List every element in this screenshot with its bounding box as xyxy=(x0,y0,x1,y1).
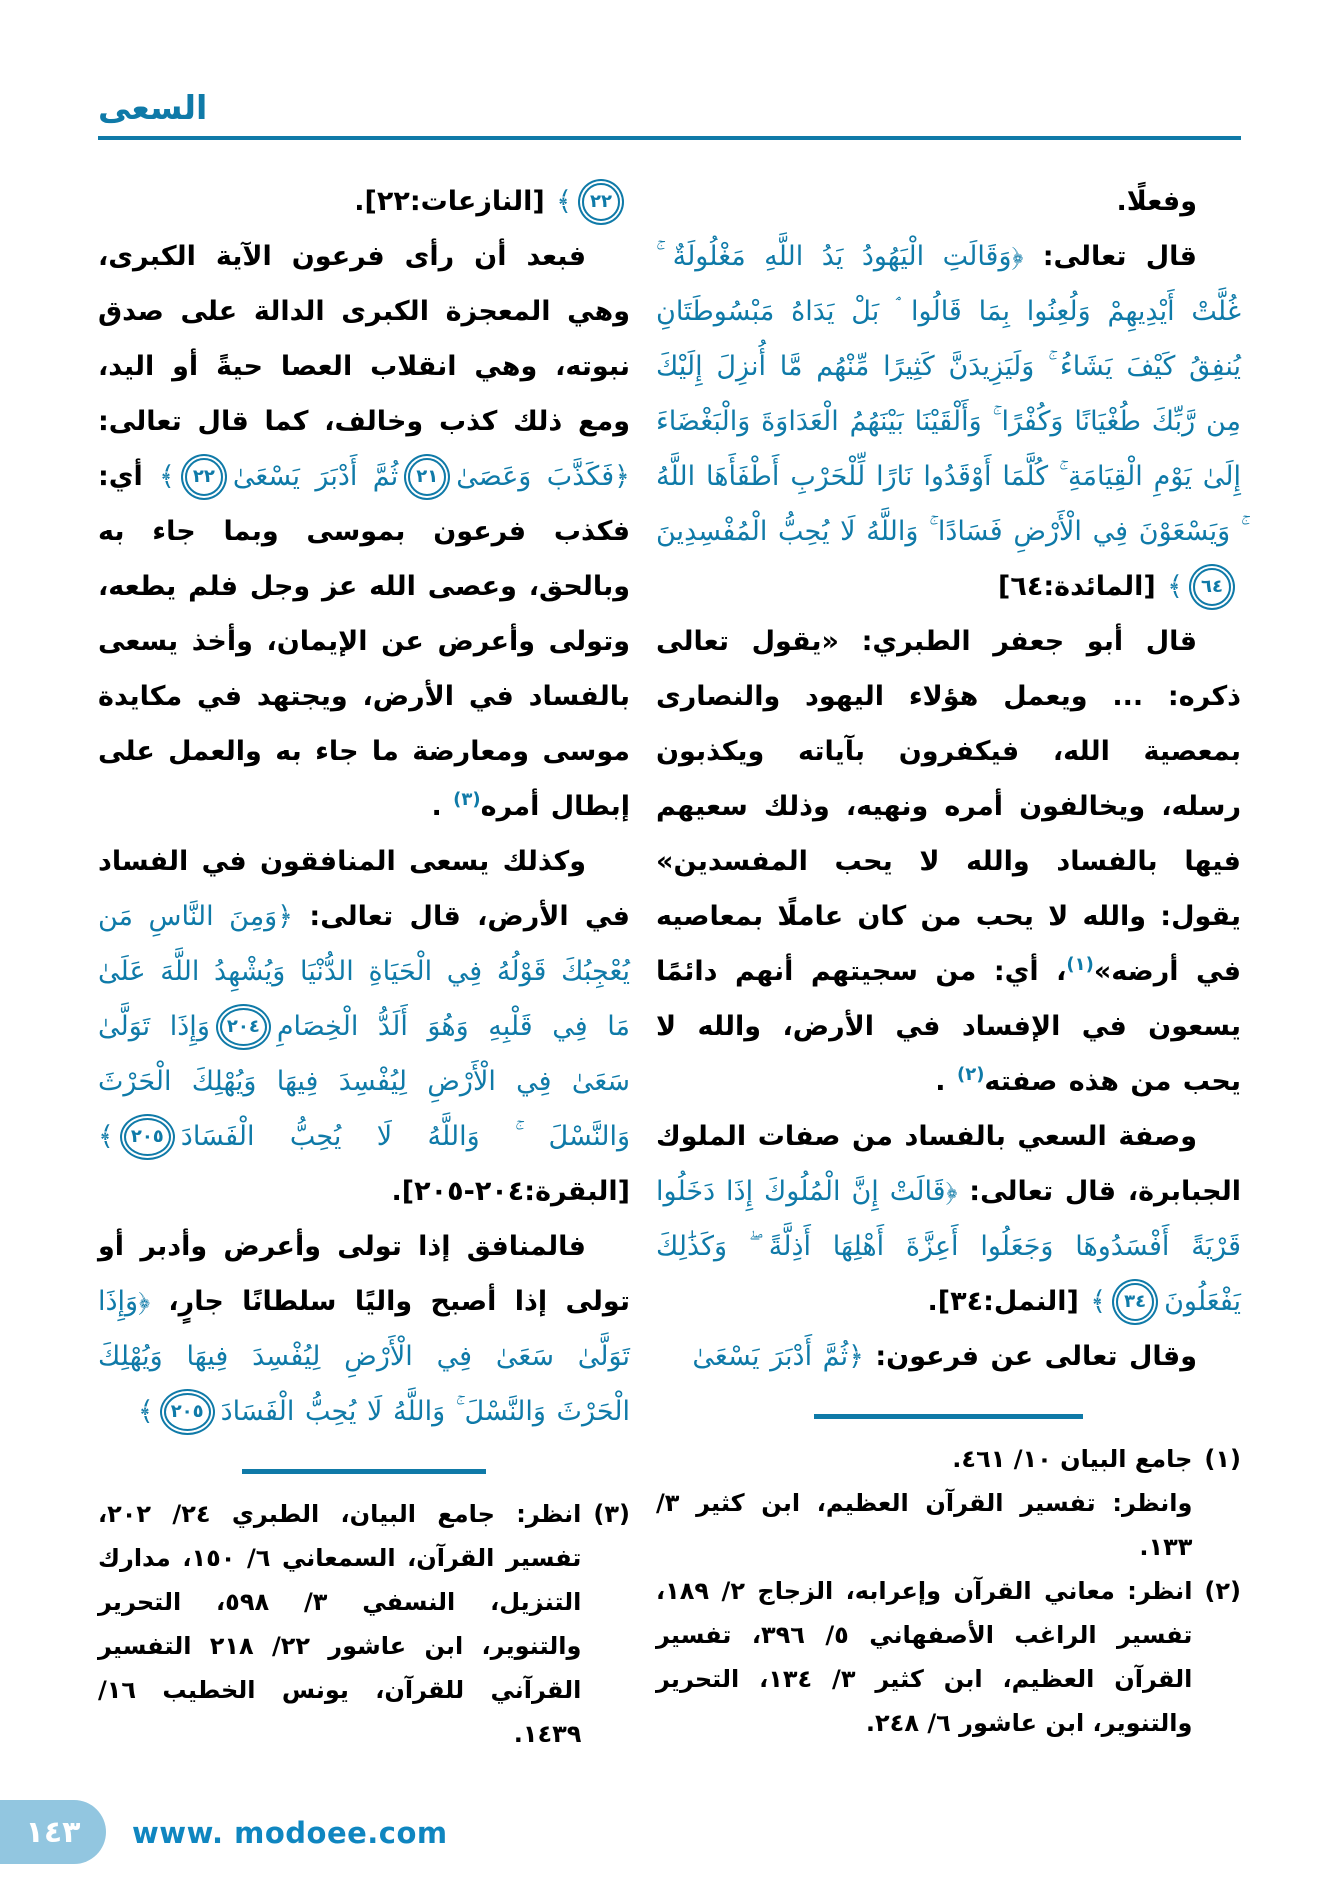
footnote-text: انظر: معاني القرآن وإعرابه، الزجاج ٢/ ١٨٩، تفسير الراغب الأصفهاني ٥/ ٣٩٦، تفسير القرآن العظيم، ابن كثير ٣/ ١٣٤، التحرير والتنوير، ابن عاشور ٦/ ٢٤٨. xyxy=(656,1576,1193,1737)
body-text: قال أبو جعفر الطبري: «يقول تعالى ذكره: ... ويعمل هؤلاء اليهود والنصارى بمعصية الله، فيكفرون بآياته ويكذبون رسله، ويخالفون أمره ونهيه، وذلك سعيهم فيها بالفساد والله لا يحب المفسدين» يقول: والله لا يحب من كان عاملًا بمعاصيه في أرضه» xyxy=(656,625,1241,987)
paragraph xyxy=(98,174,630,229)
body-text: فبعد أن رأى فرعون الآية الكبرى، وهي المعجزة الكبرى الدالة على صدق نبوته، وهي انقلاب العصا حيةً أو اليد، ومع ذلك كذب وخالف، كما قال تعالى: xyxy=(98,240,630,437)
footnote-marker: (٣) xyxy=(453,788,481,810)
body-text: فالمنافق إذا تولى وأعرض وأدبر أو تولى إذا أصبح واليًا سلطانًا جارٍ، xyxy=(98,1230,630,1317)
page-number: ١٤٣ xyxy=(25,1814,81,1850)
footnote-number: (٢) xyxy=(1204,1576,1241,1605)
quran-text: ﴾ xyxy=(1090,1285,1107,1317)
body-text: وكذلك يسعى المنافقون في الفساد في الأرض، قال تعالى: xyxy=(98,845,630,932)
verse-reference: [المائدة:٦٤] xyxy=(998,570,1168,602)
footnote-item xyxy=(98,1492,630,1756)
quran-text: وَإِذَا تَوَلَّىٰ سَعَىٰ فِي الْأَرْضِ لِيُفْسِدَ فِيهَا وَيُهْلِكَ الْحَرْثَ وَالنَّسْلَ ۚ وَاللَّهُ لَا يُحِبُّ الْفَسَادَ xyxy=(98,1010,630,1152)
ayah-number-roundel: ٦٤ xyxy=(1193,568,1231,606)
column-right-paragraphs xyxy=(656,174,1241,1384)
ayah-number-roundel: ٢٠٤ xyxy=(220,1008,267,1046)
quran-text: ﴿وَمِنَ النَّاسِ مَن يُعْجِبُكَ قَوْلُهُ فِي الْحَيَاةِ الدُّنْيَا وَيُشْهِدُ اللَّهَ عَلَىٰ مَا فِي قَلْبِهِ وَهُوَ أَلَدُّ الْخِصَامِ xyxy=(98,900,631,1042)
column-left-paragraphs xyxy=(98,174,630,1439)
quran-text: ﴿وَقَالَتِ الْيَهُودُ يَدُ اللَّهِ مَغْلُولَةٌ ۚ غُلَّتْ أَيْدِيهِمْ وَلُعِنُوا بِمَا قَالُوا ۘ بَلْ يَدَاهُ مَبْسُوطَتَانِ يُنفِقُ كَيْفَ يَشَاءُ ۚ وَلَيَزِيدَنَّ كَثِيرًا مِّنْهُم مَّا أُنزِلَ إِلَيْكَ مِن رَّبِّكَ طُغْيَانًا وَكُفْرًا ۚ وَأَلْقَيْنَا بَيْنَهُمُ الْعَدَاوَةَ وَالْبَغْضَاءَ إِلَىٰ يَوْمِ الْقِيَامَةِ ۚ كُلَّمَا أَوْقَدُوا نَارًا لِّلْحَرْبِ أَطْفَأَهَا اللَّهُ ۚ وَيَسْعَوْنَ فِي الْأَرْضِ فَسَادًا ۚ وَاللَّهُ لَا يُحِبُّ الْمُفْسِدِينَ xyxy=(656,240,1241,547)
ayah-number-roundel: ٢١ xyxy=(408,458,446,496)
column-right-footnotes xyxy=(656,1414,1241,1745)
footnote-marker: (١) xyxy=(1066,953,1094,975)
verse-reference: [النازعات:٢٢]. xyxy=(354,185,557,217)
body-text: وقال تعالى عن فرعون: xyxy=(863,1340,1197,1372)
quran-text: ﴿وَإِذَا تَوَلَّىٰ سَعَىٰ فِي الْأَرْضِ لِيُفْسِدَ فِيهَا وَيُهْلِكَ الْحَرْثَ وَالنَّسْلَ ۚ وَاللَّهُ لَا يُحِبُّ الْفَسَادَ xyxy=(98,1285,630,1427)
footnote-list xyxy=(656,1437,1241,1745)
verse-reference: [البقرة:٢٠٤-٢٠٥]. xyxy=(391,1175,630,1207)
footnote-marker: (٢) xyxy=(956,1063,985,1085)
paragraph xyxy=(656,229,1241,614)
body-text: قال تعالى: xyxy=(1023,240,1197,272)
paragraph xyxy=(98,1219,630,1439)
footnote-text: انظر: جامع البيان، الطبري ٢٤/ ٢٠٢، تفسير القرآن، السمعاني ٦/ ١٥٠، مدارك التنزيل، النسفي ٣/ ٥٩٨، التحرير والتنوير، ابن عاشور ٢٢/ ٢١٨ التفسير القرآني للقرآن، يونس الخطيب ١٦/ ١٤٣٩. xyxy=(98,1499,582,1748)
body-text: . xyxy=(431,790,454,822)
paragraph xyxy=(656,174,1241,229)
two-column-text xyxy=(98,174,1241,1756)
quran-text: ﴾ xyxy=(1167,570,1183,602)
quran-text: ﴾ xyxy=(556,185,572,217)
quran-text: ﴾ xyxy=(98,1120,114,1152)
quran-text: ﴿فَكَذَّبَ وَعَصَىٰ xyxy=(456,460,630,492)
paragraph xyxy=(98,229,630,834)
page-number-tab xyxy=(0,1800,106,1864)
footnote-number: (١) xyxy=(1204,1444,1241,1473)
footnote-number: (٣) xyxy=(593,1499,630,1528)
body-text: . xyxy=(935,1065,957,1097)
paragraph xyxy=(98,834,630,1219)
column-left-footnotes xyxy=(98,1469,630,1756)
body-text: ، أي: من سجيتهم أنهم دائمًا يسعون في الإفساد في الأرض، والله لا يحب من هذه صفته xyxy=(656,955,1241,1097)
column-right xyxy=(656,174,1241,1756)
ayah-number-roundel: ٢٠٥ xyxy=(164,1393,211,1431)
page-header xyxy=(98,88,1241,140)
ayah-number-roundel: ٢٢ xyxy=(185,458,223,496)
body-text: أي: فكذب فرعون بموسى وبما جاء به وبالحق، وعصى الله عز وجل فلم يطعه، وتولى وأعرض عن الإيمان، وأخذ يسعى بالفساد في الأرض، ويجتهد في مكايدة موسى ومعارضة ما جاء به والعمل على إبطال أمره xyxy=(98,460,630,822)
ayah-number-roundel: ٢٠٥ xyxy=(124,1118,171,1156)
paragraph xyxy=(656,1109,1241,1329)
quran-text: ثُمَّ أَدْبَرَ يَسْعَىٰ xyxy=(232,460,399,492)
verse-reference: [النمل:٣٤]. xyxy=(927,1285,1091,1317)
column-left xyxy=(98,174,630,1756)
footnote-item xyxy=(656,1569,1241,1745)
quran-text: ﴾ xyxy=(159,460,175,492)
website-link[interactable]: www. modoee.com xyxy=(132,1816,448,1850)
footnote-divider xyxy=(814,1414,1083,1419)
page-header-title: السعى xyxy=(98,88,208,127)
paragraph xyxy=(656,614,1241,1109)
ayah-number-roundel: ٣٤ xyxy=(1116,1283,1154,1321)
quran-text: ﴿قَالَتْ إِنَّ الْمُلُوكَ إِذَا دَخَلُوا قَرْيَةً أَفْسَدُوهَا وَجَعَلُوا أَعِزَّةَ أَهْلِهَا أَذِلَّةً ۖ وَكَذَٰلِكَ يَفْعَلُونَ xyxy=(656,1175,1241,1317)
header-rule xyxy=(98,136,1241,140)
footnote-list xyxy=(98,1492,630,1756)
body-text: وفعلًا. xyxy=(1116,185,1197,217)
footnote-text: جامع البيان ١٠/ ٤٦١. وانظر: تفسير القرآن العظيم، ابن كثير ٣/ ١٣٣. xyxy=(656,1444,1193,1561)
ayah-number-roundel: ٢٢ xyxy=(582,183,620,221)
paragraph xyxy=(656,1329,1241,1384)
quran-text: ﴾ xyxy=(137,1395,154,1427)
quran-text: ﴿ثُمَّ أَدْبَرَ يَسْعَىٰ xyxy=(692,1340,864,1372)
body-text: وصفة السعي بالفساد من صفات الملوك الجبابرة، قال تعالى: xyxy=(656,1120,1241,1207)
footnote-item xyxy=(656,1437,1241,1569)
footnote-divider xyxy=(242,1469,487,1474)
